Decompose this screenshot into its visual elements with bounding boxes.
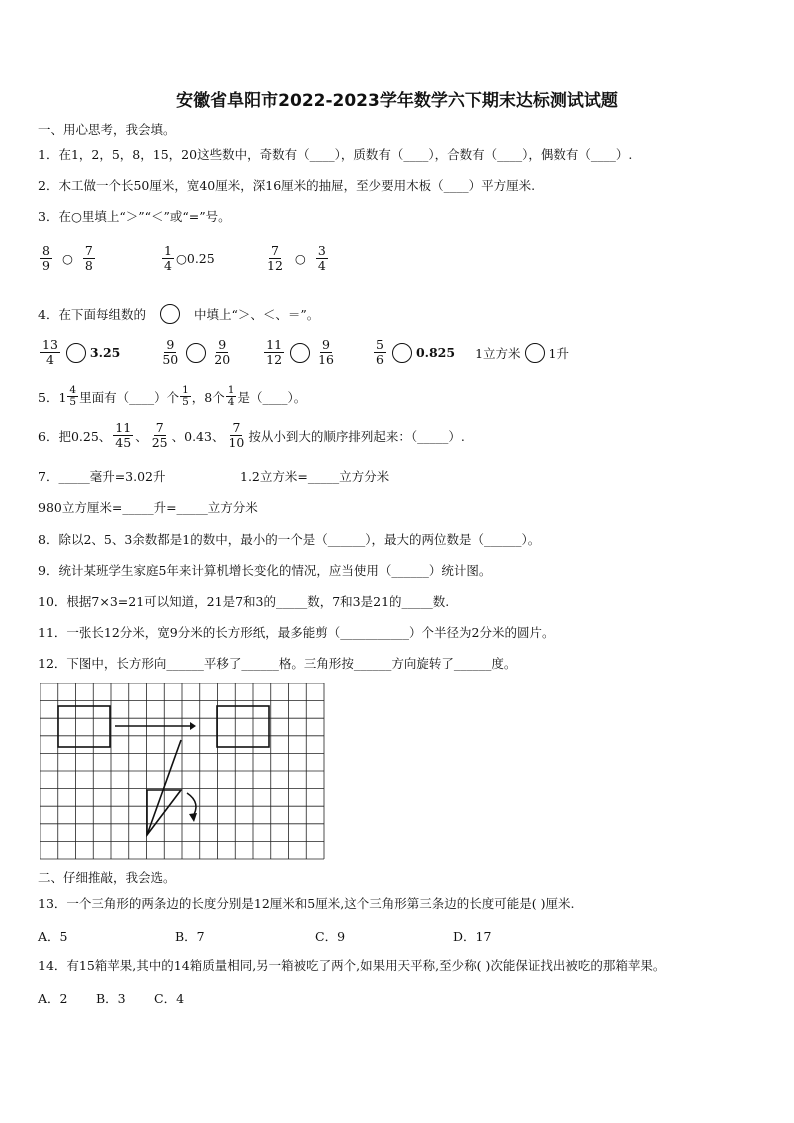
question-4: 4．在下面每组数的 中填上“＞、＜、＝”。 [38,304,319,324]
question-5: 5．1 $\frac{4}{5}$ 里面有（____）个 $\frac{1}{5}$ ，8个 $\frac{1}{4}$ 是（____）。 [38,384,307,408]
option-a[interactable]: A．5 [38,929,68,944]
fraction: $\frac{9}{20}$ [214,337,231,367]
fraction: $\frac{9}{16}$ [318,337,334,367]
value: 0.825 [415,345,456,360]
fraction: $\frac{7}{8}$ [84,243,93,273]
rectangle-original [58,706,110,747]
fraction: $\frac{13}{4}$ [42,337,58,367]
question-7c: 980立方厘米=_____升=_____立方分米 [38,500,258,515]
grid-figure [40,683,325,860]
question-9: 9．统计某班学生家庭5年来计算机增长变化的情况，应当使用（______）统计图。 [38,563,492,578]
fraction: $\frac{7}{10}$ [228,420,245,450]
question-2: 2．木工做一个长50厘米，宽40厘米，深16厘米的抽屉，至少要用木板（____）平方厘米. [38,178,536,193]
option-d[interactable]: D．17 [453,929,492,944]
compare-circle[interactable] [525,343,545,363]
question-1: 1．在1，2，5，8，15，20这些数中，奇数有（____），质数有（____），合数有（____），偶数有（____）. [38,147,633,162]
fraction: $\frac{11}{12}$ [266,337,283,367]
grid-lines [40,683,324,859]
compare-circle[interactable] [290,343,310,363]
option-b[interactable]: B．3 [96,991,126,1006]
q14-options [38,989,184,1007]
question-6: 6．把0.25、 $\frac{11}{45}$ 、 $\frac{7}{25}$ 、0.43、 $\frac{7}{10}$ 按从小到大的顺序排列起来：（_____）. [38,420,465,450]
fraction: $\frac{8}{9}$ [42,243,50,273]
compare-circle[interactable]: ○ [61,251,73,266]
compare-circle[interactable] [392,343,412,363]
rectangle-translated [217,706,269,747]
question-7b: 1.2立方米=_____立方分米 [240,469,390,484]
q4-items [38,338,569,367]
rotation-arrow-head [189,813,197,822]
value: 3.25 [89,345,121,360]
question-8: 8．除以2、5、3余数都是1的数中，最小的一个是（______），最大的两位数是（______）。 [38,532,541,547]
arrow-head [190,722,196,730]
fraction: $\frac{1}{5}$ [182,384,189,408]
fraction: $\frac{4}{5}$ [69,384,77,408]
fraction: $\frac{5}{6}$ [375,337,384,367]
question-13: 13．一个三角形的两条边的长度分别是12厘米和5厘米,这个三角形第三条边的长度可能是( )厘米. [38,896,575,911]
question-12: 12．下图中，长方形向______平移了______格。三角形按______方向旋转了______度。 [38,656,517,671]
fraction: $\frac{9}{50}$ [162,337,179,367]
value: 1立方米 [475,345,521,361]
q3-item-3 [263,244,330,273]
option-b[interactable]: B．7 [175,929,205,944]
fraction: $\frac{7}{12}$ [267,243,283,273]
compare-circle[interactable]: ○ [294,251,306,266]
compare-circle[interactable] [66,343,86,363]
fraction: $\frac{7}{25}$ [151,420,168,450]
question-3: 3．在○里填上“＞”“＜”或“=”号。 [38,209,231,224]
question-14: 14．有15箱苹果,其中的14箱质量相同,另一箱被吃了两个,如果用天平称,至少称( )次能保证找出被吃的那箱苹果。 [38,958,666,973]
q3-item-2 [160,244,215,273]
question-7a: 7．_____毫升=3.02升 [38,469,166,484]
fraction: $\frac{3}{4}$ [317,243,326,273]
question-11: 11．一张长12分米，宽9分米的长方形纸，最多能剪（___________）个半径为2分米的圆片。 [38,625,555,640]
compare-circle[interactable]: ○ [175,251,187,266]
option-c[interactable]: C．9 [315,929,346,944]
page-title: 安徽省阜阳市2022-2023学年数学六下期末达标测试试题 [176,91,618,111]
q3-item-1 [38,244,97,273]
circle-icon [160,304,180,324]
section-heading-1: 一、用心思考，我会填。 [38,122,176,137]
fraction: $\frac{1}{4}$ [164,243,172,273]
value: 0.25 [186,251,215,266]
option-c[interactable]: C．4 [154,991,185,1006]
section-heading-2: 二、仔细推敲，我会选。 [38,870,176,885]
value: 1升 [548,345,569,361]
q13-options [38,927,491,945]
compare-circle[interactable] [186,343,206,363]
fraction: $\frac{1}{4}$ [227,384,235,408]
option-a[interactable]: A．2 [38,991,68,1006]
fraction: $\frac{11}{45}$ [115,420,132,450]
question-10: 10．根据7×3=21可以知道，21是7和3的_____数，7和3是21的_____数. [38,594,450,609]
